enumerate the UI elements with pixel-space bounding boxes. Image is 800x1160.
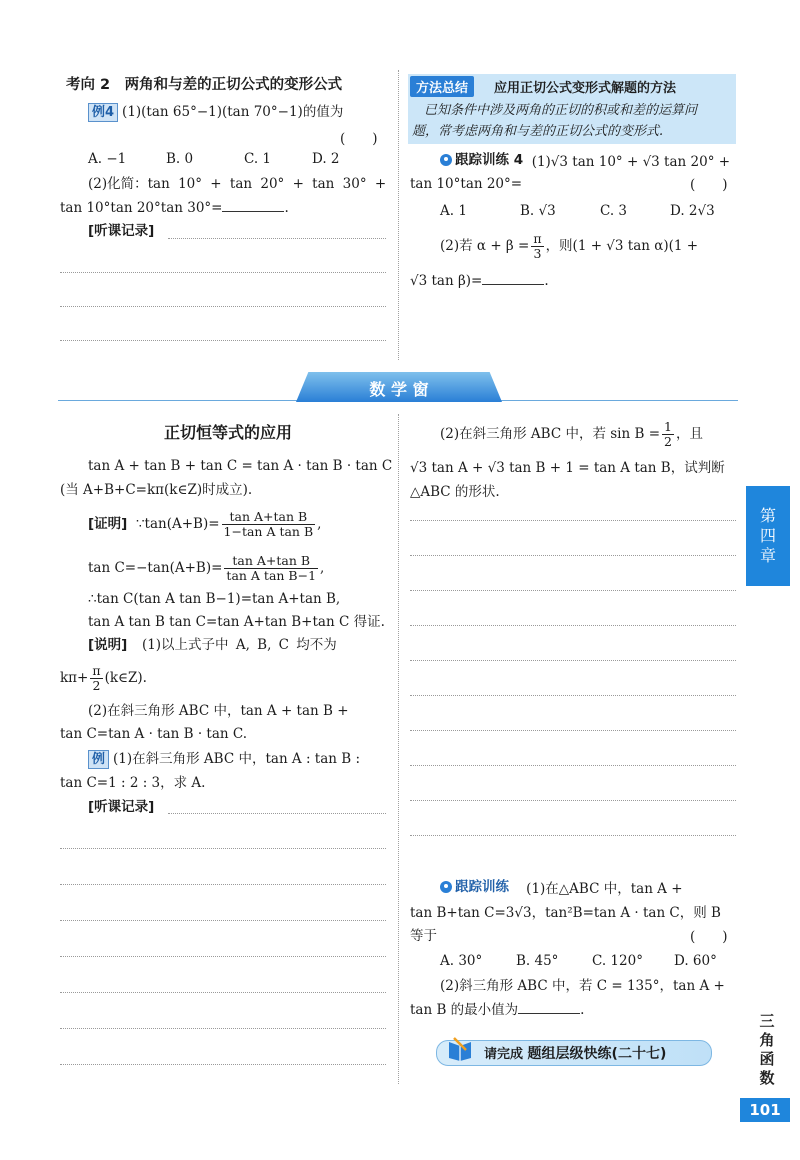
fraction-pi-over-2: $\frac{\pi}{2}$ — [92, 663, 101, 693]
column-divider — [398, 70, 399, 360]
fraction-tan-c: $\frac{\text{tan A+tan B}}{\text{tan A tan B−1}}$ — [226, 553, 317, 583]
example-question-2-line2: √3 tan A + √3 tan B + 1 = tan A tan B，试判断 — [410, 460, 725, 476]
column-divider — [398, 414, 399, 1084]
proof-label: [证明] — [88, 516, 128, 532]
answer-blank — [222, 198, 284, 212]
fraction-one-half: $\frac{1}{2}$ — [664, 419, 672, 449]
proof-step-1: [证明] ∵tan(A+B)= $\frac{\text{tan A+tan B}}{\text{1−tan A tan B}}$ , — [88, 509, 322, 539]
track-options: A. 30° B. 45° C. 120° D. 60° — [440, 953, 717, 969]
track-4-question-2-line2: √3 tan β)= . — [410, 273, 549, 289]
example-question-2-line3: △ABC 的形状. — [410, 484, 500, 500]
answer-line — [410, 625, 736, 626]
track-icon — [440, 154, 452, 166]
answer-line — [410, 555, 736, 556]
notes-label: [听课记录] — [88, 799, 155, 815]
note-line — [60, 884, 386, 885]
method-summary-line1: 已知条件中涉及两角的正切的积或和差的运算问 — [424, 103, 698, 118]
track-question-2-line2: tan B 的最小值为 . — [410, 1002, 585, 1018]
note-2-line1: (2)在斜三角形 ABC 中，tan A + tan B + — [88, 703, 349, 719]
fraction-tan-sum: $\frac{\text{tan A+tan B}}{\text{1−tan A tan B}}$ — [223, 509, 314, 539]
answer-paren: ( ) — [690, 177, 728, 193]
track-4-question-1: 跟踪训练 4 (1)√3 tan 10° + √3 tan 20° + — [440, 149, 730, 173]
note-line — [60, 340, 386, 341]
note-1-continued: kπ+ $\frac{\pi}{2}$ (k∈Z). — [60, 663, 147, 693]
example-4-options: A. −1 B. 0 C. 1 D. 2 — [88, 151, 340, 167]
note-2-line2: tan C=tan A · tan B · tan C. — [60, 726, 248, 742]
answer-paren: ( ) — [340, 131, 378, 147]
section-heading-2: 考向 2 两角和与差的正切公式的变形公式 — [66, 77, 343, 93]
track-4-options: A. 1 B. √3 C. 3 D. 2√3 — [440, 203, 715, 219]
example-question-2: (2)在斜三角形 ABC 中，若 sin B = $\frac{1}{2}$ ，且 — [440, 419, 703, 449]
note-line — [60, 1064, 386, 1065]
subject-label: 三 角 函 数 — [759, 1012, 775, 1087]
notes-label: [听课记录] — [88, 223, 155, 239]
identity-line1: tan A + tan B + tan C = tan A · tan B · tan C — [88, 458, 393, 474]
note-line — [60, 848, 386, 849]
method-summary-tag: 方法总结 — [410, 76, 474, 97]
track-4-tag: 跟踪训练 4 — [440, 149, 523, 171]
example-question-1-line2: tan C=1 : 2 : 3，求 A. — [60, 775, 206, 791]
answer-line — [410, 765, 736, 766]
proof-step-2: tan C=−tan(A+B)= $\frac{\text{tan A+tan B}}{\text{tan A tan B−1}}$ , — [88, 553, 325, 583]
banner-title: 数 学 窗 — [369, 380, 429, 399]
answer-line — [410, 835, 736, 836]
note-line — [60, 920, 386, 921]
section-title: 正切恒等式的应用 — [163, 423, 292, 442]
answer-line — [410, 520, 736, 521]
track-4-question-1-line2: tan 10°tan 20°= — [410, 176, 523, 192]
note-line — [168, 813, 386, 814]
location-pin-icon — [440, 881, 452, 893]
track-question-1: 跟踪训练 (1)在△ABC 中，tan A + — [440, 876, 683, 900]
example-4-question-2-line2: tan 10°tan 20°tan 30°= . — [60, 200, 289, 216]
exercise-banner-text: 请完成 题组层级快练(二十七) — [484, 1046, 667, 1062]
answer-paren: ( ) — [690, 929, 728, 945]
identity-line2: (当 A+B+C=kπ(k∈Z)时成立). — [60, 482, 253, 498]
proof-step-3: ∴tan C(tan A tan B−1)=tan A+tan B, — [88, 591, 341, 607]
note-label: [说明] — [88, 637, 128, 653]
track-question-2-line1: (2)斜三角形 ABC 中，若 C = 135°，tan A + — [440, 978, 725, 994]
answer-blank — [482, 271, 544, 285]
answer-line — [410, 660, 736, 661]
answer-line — [410, 730, 736, 731]
book-icon — [446, 1034, 474, 1062]
answer-line — [410, 590, 736, 591]
note-line — [60, 272, 386, 273]
track-question-1-line2: tan B+tan C=3√3，tan²B=tan A · tan C，则 B — [410, 905, 721, 921]
example-question-1: 例 (1)在斜三角形 ABC 中，tan A : tan B : — [88, 748, 360, 770]
example-4-question-1: 例4 (1)(tan 65°−1)(tan 70°−1)的值为 — [88, 101, 343, 123]
note-line — [60, 306, 386, 307]
method-summary-line2: 题，常考虑两角和与差的正切公式的变形式. — [412, 124, 664, 139]
example-4-question-2-line1: (2)化简：tan 10° + tan 20° + tan 30° + — [88, 176, 387, 192]
page-number: 101 — [740, 1098, 790, 1122]
note-line — [60, 1028, 386, 1029]
fraction-pi-over-3: $\frac{\pi}{3}$ — [533, 231, 542, 261]
example-4-tag: 例4 — [88, 103, 118, 122]
track-tag: 跟踪训练 — [440, 876, 509, 898]
note-line — [168, 238, 386, 239]
answer-line — [410, 800, 736, 801]
answer-line — [410, 695, 736, 696]
note-1: [说明] (1)以上式子中 A, B, C 均不为 — [88, 637, 337, 653]
track-4-question-2: (2)若 α + β = $\frac{\pi}{3}$ ，则(1 + √3 tan α)(1 + — [440, 231, 699, 261]
track-question-1-line3: 等于 — [410, 928, 437, 944]
method-summary-title: 应用正切公式变形式解题的方法 — [494, 81, 677, 96]
chapter-tab-label: 第 四 章 — [759, 506, 776, 565]
answer-blank — [518, 1000, 580, 1014]
note-line — [60, 992, 386, 993]
proof-step-4: tan A tan B tan C=tan A+tan B+tan C 得证. — [88, 614, 385, 630]
example-tag: 例 — [88, 750, 109, 769]
note-line — [60, 956, 386, 957]
